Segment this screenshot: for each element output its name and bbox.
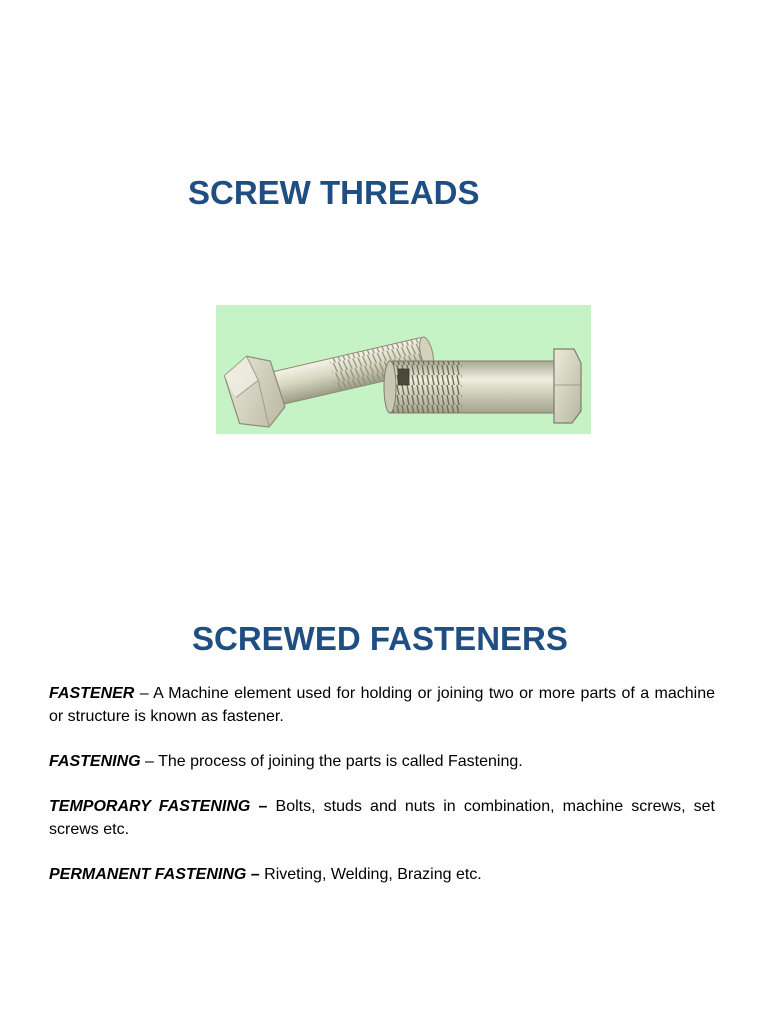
- definition-separator: –: [140, 753, 159, 770]
- definition-separator: –: [134, 685, 154, 702]
- definition-text: Bolts, studs and nuts in combination, machine screws, set screws etc.: [49, 798, 715, 838]
- definition-text: The process of joining the parts is called Fastening.: [158, 753, 523, 770]
- definition-term: TEMPORARY FASTENING –: [49, 798, 268, 815]
- definition-fastener: [49, 682, 715, 728]
- hex-bolt-icon: [216, 305, 591, 434]
- definitions-list: [49, 682, 715, 908]
- definition-separator: [267, 798, 275, 815]
- definition-permanent-fastening: [49, 863, 715, 886]
- definition-fastening: [49, 750, 715, 773]
- definition-term: FASTENER: [49, 685, 135, 702]
- page-title-screw-threads: SCREW THREADS: [188, 174, 480, 211]
- bolt-illustration: [216, 305, 591, 434]
- definition-term: FASTENING: [49, 753, 141, 770]
- definition-temporary-fastening: [49, 795, 715, 841]
- definition-term: PERMANENT FASTENING –: [49, 866, 260, 883]
- definition-text: Riveting, Welding, Brazing etc.: [264, 866, 482, 883]
- definition-text: A Machine element used for holding or joining two or more parts of a machine or structure is known as fastener.: [49, 685, 715, 725]
- section-title-screwed-fasteners: SCREWED FASTENERS: [192, 620, 568, 657]
